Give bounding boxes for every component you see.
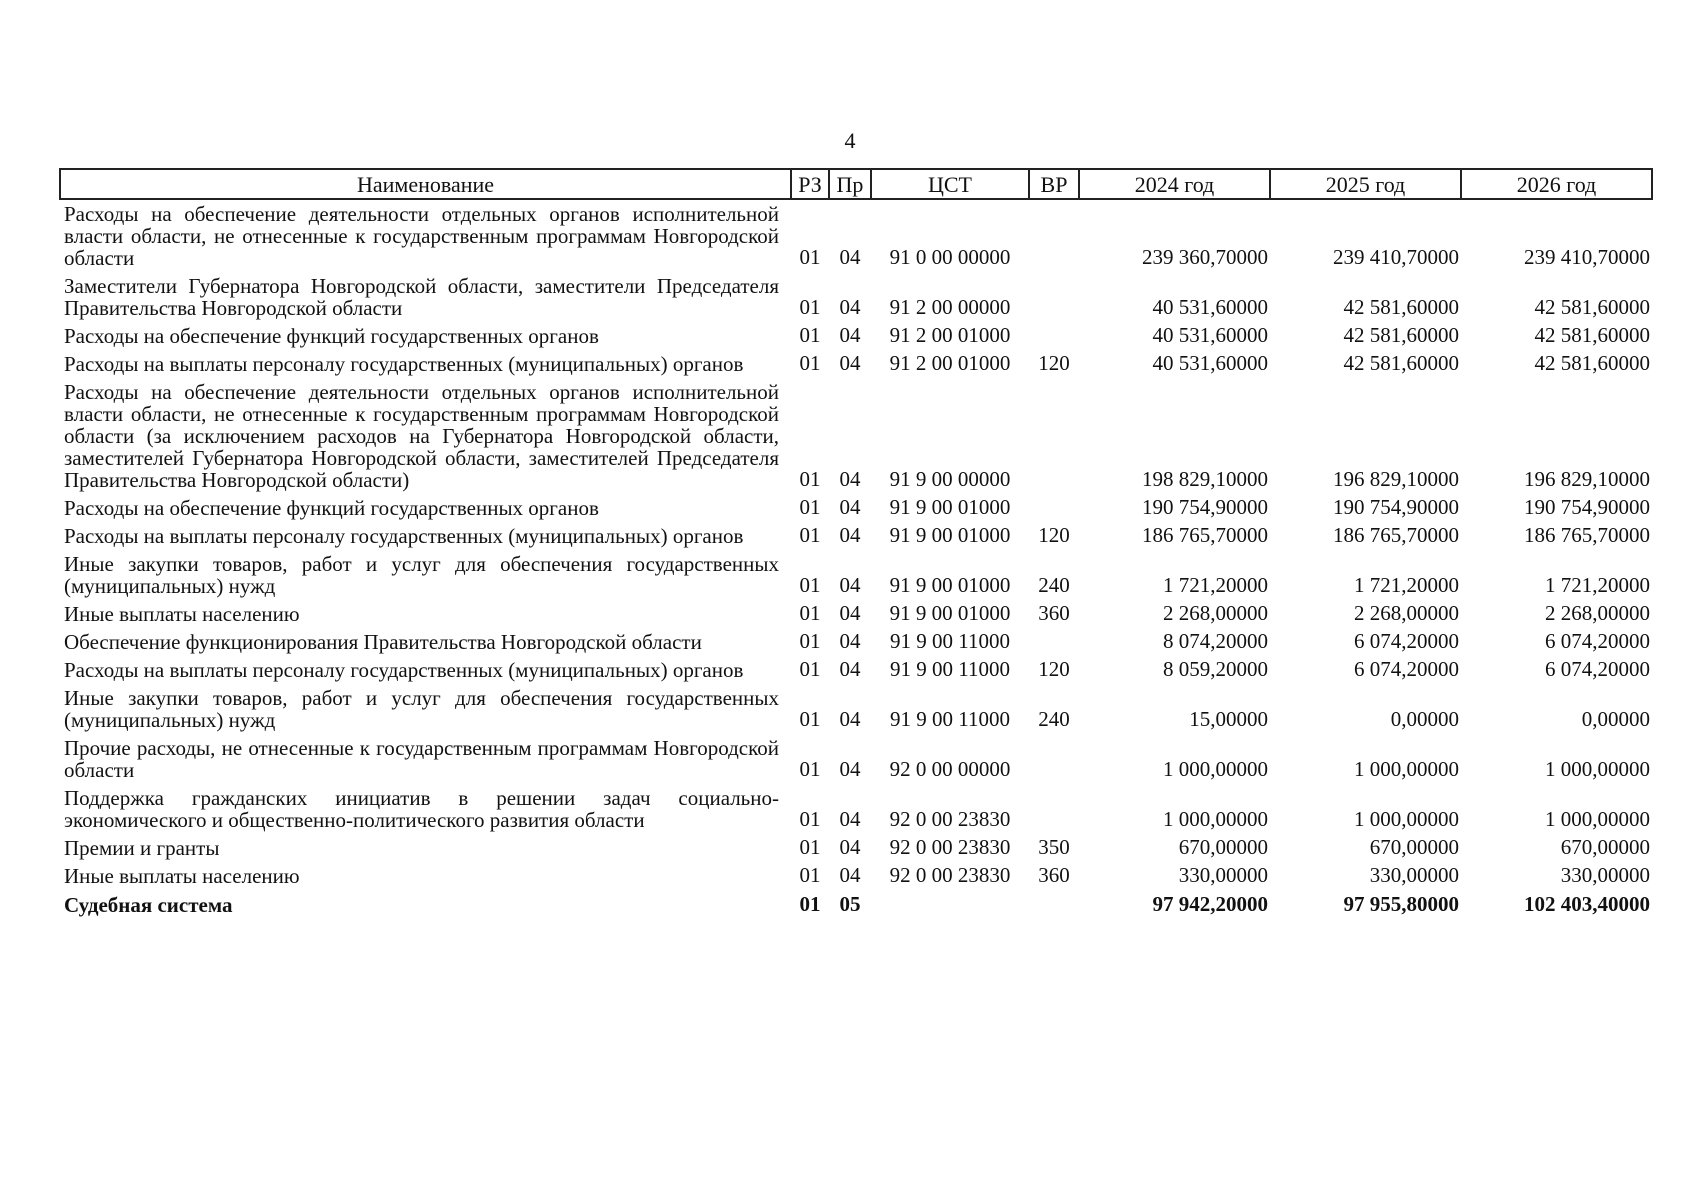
header-pr: Пр	[829, 169, 871, 199]
row-2026: 239 410,70000	[1524, 245, 1650, 269]
row-cst: 92 0 00 23830	[889, 835, 1011, 859]
row-2024: 8 074,20000	[1163, 629, 1268, 653]
row-2026: 1 721,20000	[1545, 573, 1650, 597]
table-row	[60, 494, 1652, 522]
row-2024: 97 942,20000	[1152, 892, 1268, 916]
row-name: Премии и гранты	[64, 836, 220, 860]
row-cst: 91 2 00 01000	[889, 351, 1011, 375]
table-row	[60, 322, 1652, 350]
row-vr: 120	[1038, 657, 1070, 681]
row-vr	[1029, 494, 1079, 522]
row-pr: 04	[839, 835, 861, 859]
row-name: Поддержка гражданских инициатив в решении задач социально-экономического и общественно-политического развития области	[64, 786, 779, 832]
row-pr: 04	[839, 523, 861, 547]
row-rz: 01	[799, 629, 821, 653]
row-vr: 240	[1038, 573, 1070, 597]
table-row	[60, 550, 1652, 600]
row-2025: 42 581,60000	[1343, 351, 1459, 375]
table-row	[60, 350, 1652, 378]
row-2025: 190 754,90000	[1333, 495, 1459, 519]
row-name: Иные закупки товаров, работ и услуг для обеспечения государственных (муниципальных) нужд	[64, 686, 779, 732]
row-cst: 92 0 00 23830	[889, 807, 1011, 831]
row-name: Расходы на обеспечение функций государственных органов	[64, 324, 599, 348]
row-2025: 670,00000	[1369, 835, 1459, 859]
header-name: Наименование	[60, 169, 791, 199]
row-2024: 239 360,70000	[1142, 245, 1268, 269]
row-vr: 120	[1038, 523, 1070, 547]
row-cst: 91 9 00 01000	[889, 573, 1011, 597]
row-name: Прочие расходы, не отнесенные к государственным программам Новгородской области	[64, 736, 779, 782]
row-rz: 01	[799, 657, 821, 681]
row-name: Расходы на обеспечение функций государственных органов	[64, 496, 599, 520]
row-2026: 0,00000	[1581, 707, 1650, 731]
row-pr: 04	[839, 629, 861, 653]
row-2026: 42 581,60000	[1534, 323, 1650, 347]
row-name: Расходы на выплаты персоналу государственных (муниципальных) органов	[64, 658, 744, 682]
row-2025: 2 268,00000	[1354, 601, 1459, 625]
row-rz: 01	[799, 523, 821, 547]
row-name: Расходы на обеспечение деятельности отдельных органов исполнительной власти области, не отнесенные к государственным программам Новгородской области	[64, 202, 779, 270]
row-pr: 04	[839, 467, 861, 491]
row-rz: 01	[799, 245, 821, 269]
row-2026: 6 074,20000	[1545, 657, 1650, 681]
row-vr	[1029, 272, 1079, 322]
row-rz: 01	[799, 323, 821, 347]
row-2025: 186 765,70000	[1333, 523, 1459, 547]
row-cst	[871, 890, 1029, 919]
row-2024: 40 531,60000	[1152, 323, 1268, 347]
row-pr: 04	[839, 573, 861, 597]
header-2025: 2025 год	[1270, 169, 1461, 199]
row-name: Судебная система	[64, 893, 233, 917]
row-pr: 04	[839, 245, 861, 269]
row-2026: 1 000,00000	[1545, 807, 1650, 831]
row-2024: 198 829,10000	[1142, 467, 1268, 491]
row-name: Иные выплаты населению	[64, 864, 300, 888]
table-row	[60, 628, 1652, 656]
row-cst: 91 9 00 01000	[889, 523, 1011, 547]
row-cst: 92 0 00 00000	[889, 757, 1011, 781]
row-2025: 1 000,00000	[1354, 757, 1459, 781]
row-pr: 04	[839, 657, 861, 681]
row-pr: 04	[839, 495, 861, 519]
row-vr: 360	[1038, 863, 1070, 887]
table-row	[60, 199, 1652, 272]
row-cst: 91 9 00 11000	[890, 707, 1010, 731]
row-vr: 240	[1038, 707, 1070, 731]
row-pr: 04	[839, 863, 861, 887]
table-header-row	[60, 169, 1652, 199]
row-pr: 04	[839, 295, 861, 319]
row-rz: 01	[799, 835, 821, 859]
row-2025: 0,00000	[1390, 707, 1459, 731]
row-name: Обеспечение функционирования Правительства Новгородской области	[64, 630, 702, 654]
row-2026: 186 765,70000	[1524, 523, 1650, 547]
page-number: 4	[844, 128, 856, 153]
row-cst: 91 9 00 11000	[890, 629, 1010, 653]
table-row	[60, 272, 1652, 322]
row-rz: 01	[799, 295, 821, 319]
row-rz: 01	[799, 757, 821, 781]
table-body	[60, 199, 1652, 919]
row-2026: 190 754,90000	[1524, 495, 1650, 519]
row-2024: 40 531,60000	[1152, 351, 1268, 375]
row-2025: 42 581,60000	[1343, 323, 1459, 347]
row-vr	[1029, 784, 1079, 834]
row-2026: 330,00000	[1560, 863, 1650, 887]
row-2026: 6 074,20000	[1545, 629, 1650, 653]
header-2024: 2024 год	[1079, 169, 1270, 199]
row-cst: 91 2 00 01000	[889, 323, 1011, 347]
row-vr	[1029, 734, 1079, 784]
row-2024: 330,00000	[1178, 863, 1268, 887]
row-2025: 97 955,80000	[1343, 892, 1459, 916]
row-pr: 05	[839, 892, 861, 916]
header-rz: РЗ	[791, 169, 829, 199]
row-rz: 01	[799, 467, 821, 491]
row-cst: 91 2 00 00000	[889, 295, 1011, 319]
row-name: Заместители Губернатора Новгородской области, заместители Председателя Правительства Новгородской области	[64, 274, 779, 320]
table-row	[60, 656, 1652, 684]
table-row	[60, 684, 1652, 734]
row-rz: 01	[799, 707, 821, 731]
row-cst: 91 9 00 01000	[889, 601, 1011, 625]
row-rz: 01	[799, 601, 821, 625]
row-2024: 670,00000	[1178, 835, 1268, 859]
header-2026: 2026 год	[1461, 169, 1652, 199]
row-2024: 40 531,60000	[1152, 295, 1268, 319]
row-cst: 92 0 00 23830	[889, 863, 1011, 887]
row-2025: 1 721,20000	[1354, 573, 1459, 597]
row-cst: 91 9 00 00000	[889, 467, 1011, 491]
row-2024: 15,00000	[1189, 707, 1268, 731]
row-rz: 01	[799, 892, 821, 916]
budget-table	[59, 168, 1653, 919]
row-2024: 190 754,90000	[1142, 495, 1268, 519]
row-2026: 42 581,60000	[1534, 295, 1650, 319]
row-vr	[1029, 890, 1079, 919]
row-2025: 196 829,10000	[1333, 467, 1459, 491]
row-2024: 8 059,20000	[1163, 657, 1268, 681]
row-2024: 2 268,00000	[1163, 601, 1268, 625]
table-row	[60, 890, 1652, 919]
row-vr	[1029, 628, 1079, 656]
row-rz: 01	[799, 351, 821, 375]
row-2026: 196 829,10000	[1524, 467, 1650, 491]
row-2026: 102 403,40000	[1524, 892, 1650, 916]
header-cst: ЦСТ	[871, 169, 1029, 199]
row-2026: 670,00000	[1560, 835, 1650, 859]
table-row	[60, 600, 1652, 628]
row-pr: 04	[839, 601, 861, 625]
row-rz: 01	[799, 863, 821, 887]
row-2025: 6 074,20000	[1354, 657, 1459, 681]
row-rz: 01	[799, 495, 821, 519]
row-vr	[1029, 199, 1079, 272]
row-cst: 91 9 00 01000	[889, 495, 1011, 519]
row-name: Иные закупки товаров, работ и услуг для обеспечения государственных (муниципальных) нужд	[64, 552, 779, 598]
table-row	[60, 784, 1652, 834]
row-pr: 04	[839, 757, 861, 781]
row-name: Расходы на выплаты персоналу государственных (муниципальных) органов	[64, 352, 744, 376]
row-vr	[1029, 378, 1079, 494]
row-pr: 04	[839, 707, 861, 731]
table-row	[60, 862, 1652, 890]
row-vr: 120	[1038, 351, 1070, 375]
row-pr: 04	[839, 807, 861, 831]
row-rz: 01	[799, 807, 821, 831]
row-vr: 350	[1038, 835, 1070, 859]
header-vr: ВР	[1029, 169, 1079, 199]
row-cst: 91 0 00 00000	[889, 245, 1011, 269]
row-2024: 1 000,00000	[1163, 757, 1268, 781]
row-cst: 91 9 00 11000	[890, 657, 1010, 681]
row-vr: 360	[1038, 601, 1070, 625]
row-vr	[1029, 322, 1079, 350]
row-2026: 2 268,00000	[1545, 601, 1650, 625]
table-row	[60, 522, 1652, 550]
row-name: Расходы на обеспечение деятельности отдельных органов исполнительной власти области, не отнесенные к государственным программам Новгородской области (за исключением расходов на Губернатора Новгородской области, заместителей Губернатора Новгородской области, заместителей Председателя Правительства Новгородской области)	[64, 380, 779, 492]
row-2025: 42 581,60000	[1343, 295, 1459, 319]
row-pr: 04	[839, 323, 861, 347]
row-2025: 330,00000	[1369, 863, 1459, 887]
row-name: Иные выплаты населению	[64, 602, 300, 626]
row-2024: 1 721,20000	[1163, 573, 1268, 597]
row-2025: 6 074,20000	[1354, 629, 1459, 653]
row-2024: 186 765,70000	[1142, 523, 1268, 547]
row-2025: 239 410,70000	[1333, 245, 1459, 269]
table-row	[60, 734, 1652, 784]
row-2025: 1 000,00000	[1354, 807, 1459, 831]
row-2026: 42 581,60000	[1534, 351, 1650, 375]
row-2026: 1 000,00000	[1545, 757, 1650, 781]
row-2024: 1 000,00000	[1163, 807, 1268, 831]
table-row	[60, 834, 1652, 862]
row-rz: 01	[799, 573, 821, 597]
row-pr: 04	[839, 351, 861, 375]
table-row	[60, 378, 1652, 494]
row-name: Расходы на выплаты персоналу государственных (муниципальных) органов	[64, 524, 744, 548]
